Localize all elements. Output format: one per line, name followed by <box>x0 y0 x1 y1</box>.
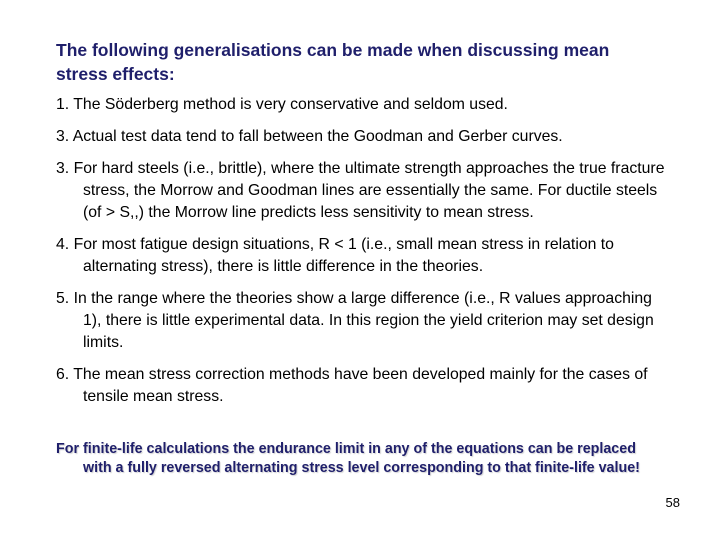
page-number: 58 <box>665 495 680 510</box>
generalisations-list <box>56 94 666 418</box>
list-item-1: 1. The Söderberg method is very conservative and seldom used. <box>56 96 508 113</box>
list-item-2: 3. Actual test data tend to fall between the Goodman and Gerber curves. <box>56 128 563 145</box>
list-item-4: 4. For most fatigue design situations, R < 1 (i.e., small mean stress in relation to alternating stress), there is little difference in the theories. <box>56 236 614 275</box>
slide-heading: The following generalisations can be made when discussing mean stress effects: <box>56 40 610 84</box>
finite-life-note: For finite-life calculations the endurance limit in any of the equations can be replaced with a fully reversed alternating stress level corresponding to that finite-life value! <box>56 441 640 476</box>
list-item-3: 3. For hard steels (i.e., brittle), where the ultimate strength approaches the true fracture stress, the Morrow and Goodman lines are essentially the same. For ductile steels (of > S,,) the Morrow line predicts less sensitivity to mean stress. <box>56 160 665 221</box>
list-item-6: 6. The mean stress correction methods have been developed mainly for the cases of tensile mean stress. <box>56 366 648 405</box>
list-item-5: 5. In the range where the theories show a large difference (i.e., R values approaching 1), there is little experimental data. In this region the yield criterion may set design limits. <box>56 290 654 351</box>
